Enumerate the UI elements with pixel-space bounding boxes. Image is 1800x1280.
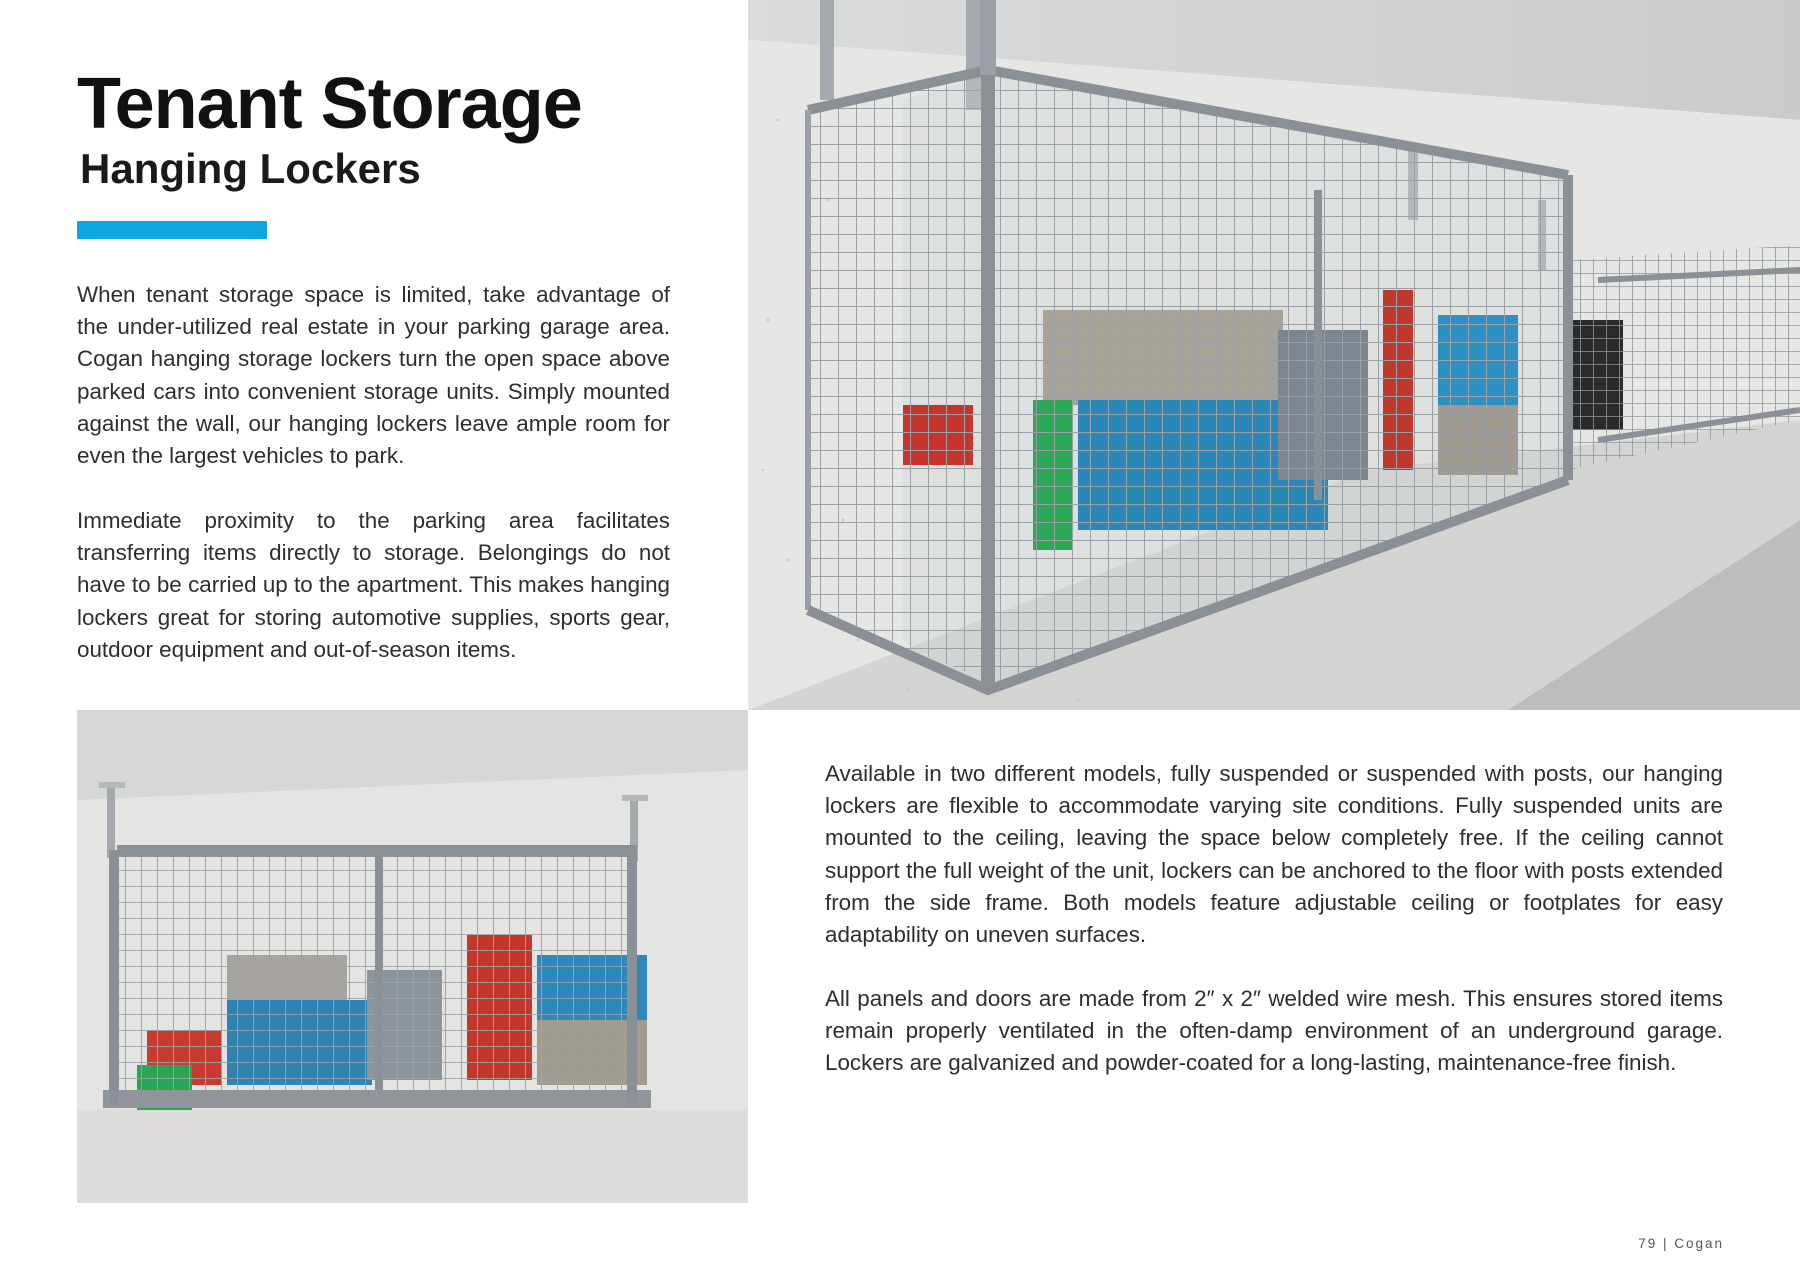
materials-paragraph: All panels and doors are made from 2″ x 2″ welded wire mesh. This ensures stored items remain properly ventilated in the often-damp environment of an underground garage. Lockers are galvanized and powder-coated for a long-lasting, maintenance-free finish. bbox=[825, 986, 1723, 1076]
hanging-lockers-photo bbox=[748, 0, 1800, 710]
accent-bar bbox=[77, 221, 267, 239]
page-subtitle: Hanging Lockers bbox=[80, 145, 421, 192]
models-paragraph: Available in two different models, fully suspended or suspended with posts, our hanging lockers are flexible to accommodate varying site conditions. Fully suspended units are mounted to the ceiling, leaving the space below completely free. If the ceiling cannot support the full weight of the unit, lockers can be anchored to the floor with posts extended from the side frame. Both models feature adjustable ceiling or footplates for easy adaptability on uneven surfaces. bbox=[825, 761, 1723, 948]
proximity-paragraph: Immediate proximity to the parking area facilitates transferring items directly to storage. Belongings do not have to be carried up to the apartment. This makes hanging lockers great for storing automotive supplies, sports gear, outdoor equipment and out-of-season items. bbox=[77, 508, 670, 662]
intro-paragraph: When tenant storage space is limited, take advantage of the under-utilized real estate in your parking garage area. Cogan hanging storage lockers turn the open space above parked cars into convenient storage units. Simply mounted against the wall, our hanging lockers leave ample room for even the largest vehicles to park. bbox=[77, 282, 670, 469]
page-number-footer: 79 | Cogan bbox=[1638, 1236, 1724, 1251]
page-title: Tenant Storage bbox=[77, 64, 582, 144]
hanging-locker-closeup-photo bbox=[77, 710, 748, 1203]
